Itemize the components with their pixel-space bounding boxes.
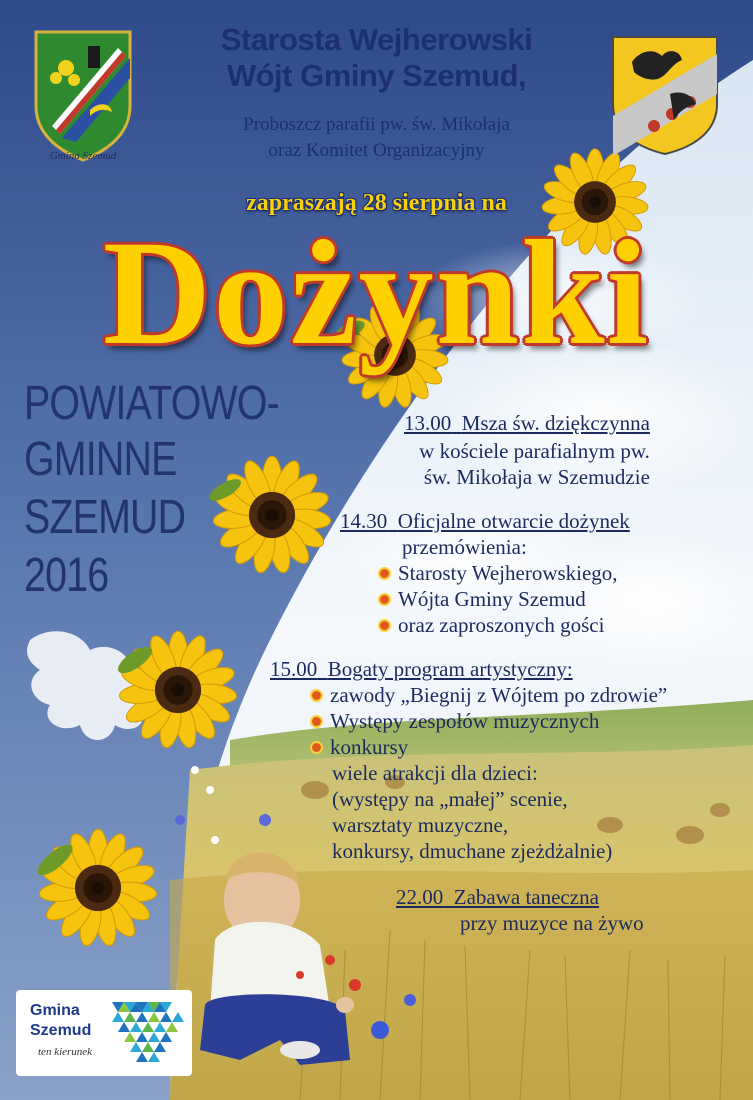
program-item-3-line: (występy na „małej” scenie, [332,787,568,811]
invitation-line: zapraszają 28 sierpnia na [246,190,507,216]
bullet-icon [380,621,389,630]
triangle-mosaic-icon [112,1002,186,1064]
header-line-3: Proboszcz parafii pw. św. Mikołaja [243,114,510,135]
program-item-3 [270,656,667,864]
program-item-3-line: wiele atrakcji dla dzieci: [332,761,538,785]
header-line-4: oraz Komitet Organizacyjny [268,140,485,161]
subtitle-line-1: POWIATOWO- [24,377,279,430]
bullet-item: oraz zaproszonych gości [340,612,630,638]
program-item-2-heading: 14.30 Oficjalne otwarcie dożynek [340,509,630,533]
bullet-icon [380,595,389,604]
program-item-3-line: warsztaty muzyczne, [332,813,509,837]
crest-label: Gmina Szemud [49,150,117,162]
footer-logo-line-2: Szemud [30,1022,92,1039]
bullet-icon [312,691,321,700]
footer-logo-tagline: ten kierunek [38,1046,93,1058]
sunflower-mid [213,456,332,574]
footer-logo [16,990,192,1076]
bullet-item: Wójta Gminy Szemud [340,586,630,612]
bullet-item: Starosty Wejherowskiego, [340,560,630,586]
bullet-icon [312,717,321,726]
bullet-item: konkursy [270,734,667,760]
subtitle-line-2: GMINNE [24,433,177,486]
program-item-1-heading: 13.00 Msza św. dziękczynna [404,411,650,435]
program-item-3-line: konkursy, dmuchane zjeżdżalnie) [332,839,613,863]
main-title: Dożynki [102,210,651,376]
program-item-1-line: św. Mikołaja w Szemudzie [423,465,650,489]
program-item-2-line: przemówienia: [402,535,527,559]
subtitle-year: 2016 [24,549,109,602]
program-item-3-heading: 15.00 Bogaty program artystyczny: [270,657,573,681]
bullet-item: Występy zespołów muzycznych [270,708,667,734]
header-line-1: Starosta Wejherowski [220,22,533,57]
footer-logo-line-1: Gmina [30,1002,80,1019]
header-line-2: Wójt Gminy Szemud, [226,58,527,93]
bullet-icon [312,743,321,752]
program-item-1 [404,410,650,490]
subtitle-line-3: SZEMUD [24,491,186,544]
sunflower-bottom [39,829,158,947]
bullet-icon [380,569,389,578]
sunflower-left [119,631,238,749]
program-item-4-line: przy muzyce na żywo [460,911,644,935]
program-item-1-line: w kościele parafialnym pw. [419,439,650,463]
program-item-4 [396,884,644,936]
program-item-4-heading: 22.00 Zabawa taneczna [396,885,599,909]
bullet-item: zawody „Biegnij z Wójtem po zdrowie” [270,682,667,708]
program-item-2 [340,508,630,638]
